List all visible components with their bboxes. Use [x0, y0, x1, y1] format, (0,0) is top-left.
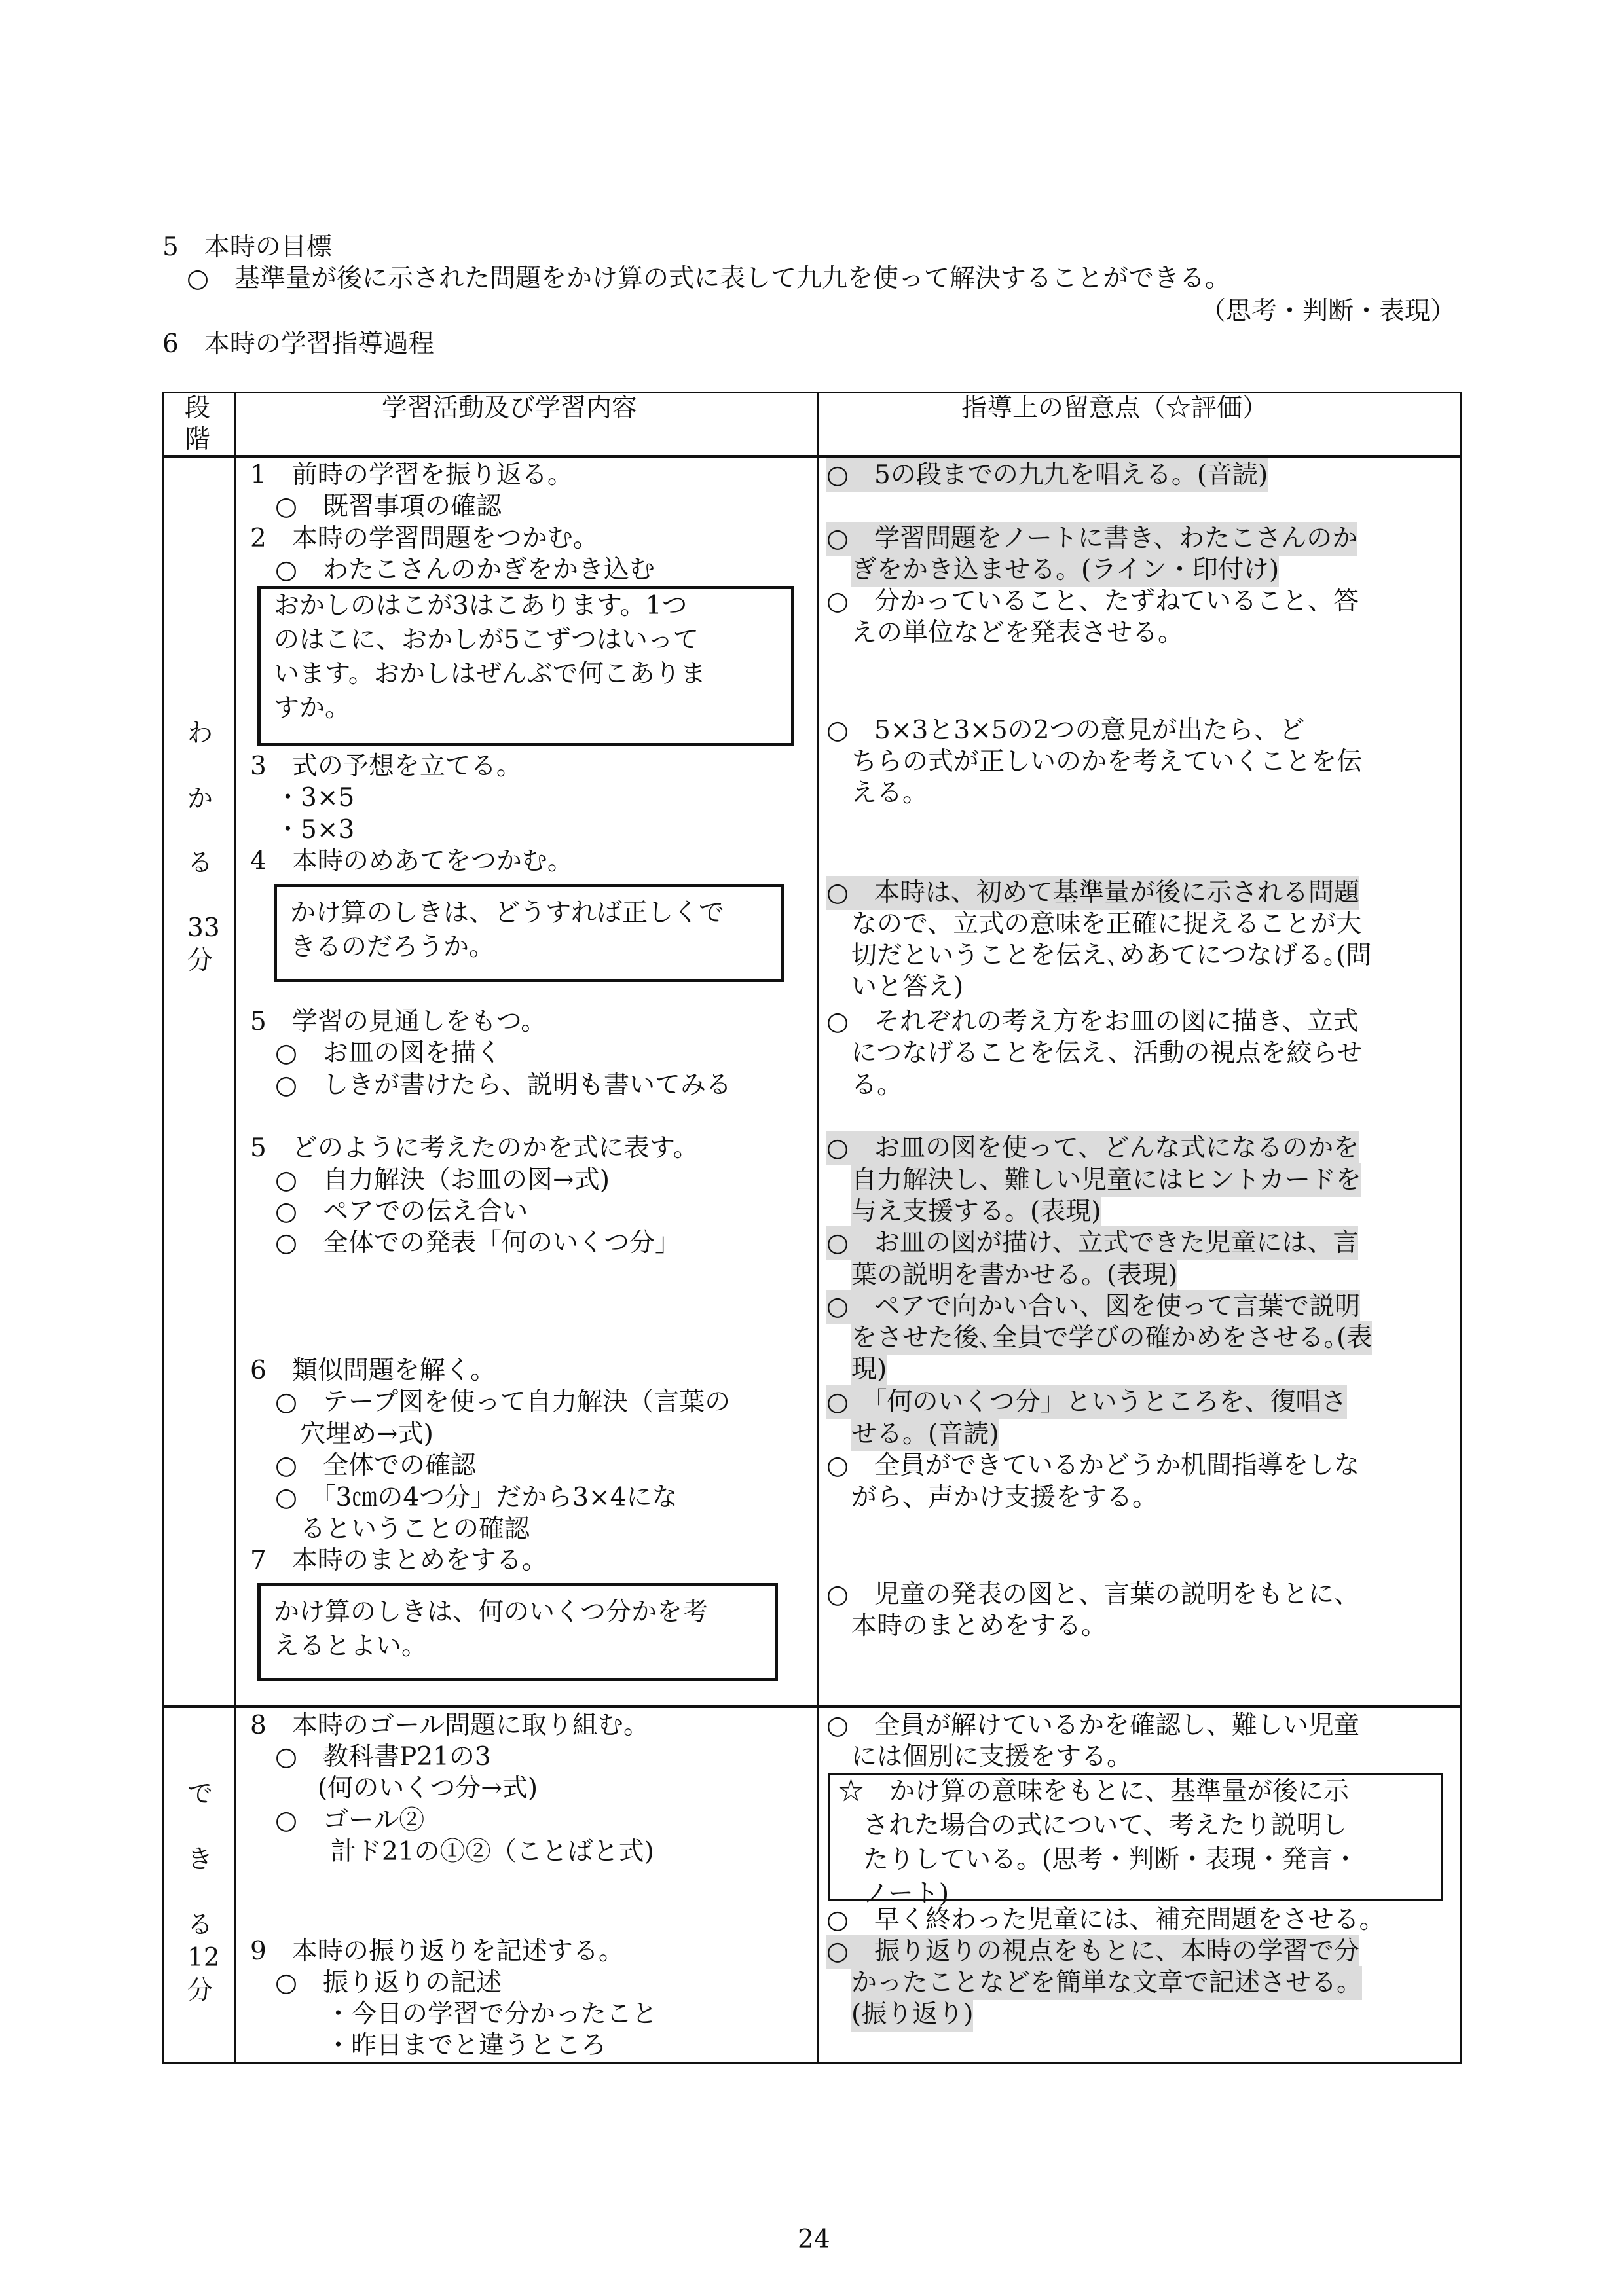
activity-line: 6 類似問題を解く。 [250, 1356, 496, 1385]
problem-line: います。おかしはぜんぶで何こありま [274, 659, 706, 689]
evaluation-line: たりしている。(思考・判断・表現・発言・ [863, 1845, 1359, 1874]
col-divider-activity [817, 392, 819, 2064]
stage2-time-unit: 分 [187, 1976, 213, 2005]
activity-line: ○ 振り返りの記述 [275, 1968, 502, 1997]
activity-line: ・今日の学習で分かったこと [325, 1999, 658, 2029]
goal-eval: （思考・判断・表現） [1200, 297, 1456, 326]
activity-line: るということの確認 [300, 1514, 530, 1544]
activity-line: ○ ペアでの伝え合い [275, 1197, 528, 1226]
activity-line: 2 本時の学習問題をつかむ。 [250, 524, 599, 553]
note-line: えの単位などを発表させる。 [851, 618, 1184, 647]
activity-line: ○ 既習事項の確認 [275, 492, 502, 521]
note-line: ○ 児童の発表の図と、言葉の説明をもとに、 [826, 1580, 1360, 1609]
note-line: ○ 「何のいくつ分」というところを、復唱さ [826, 1385, 1347, 1419]
activity-line: ○ 「3㎝の4つ分」だから3×4にな [275, 1483, 678, 1512]
stage2-label: る [187, 1910, 213, 1940]
note-line: をさせた後､全員で学びの確かめをさせる｡(表 [851, 1321, 1372, 1355]
activity-line: ・5×3 [275, 815, 355, 845]
note-line: ○ 5の段までの九九を唱える。(音読) [826, 458, 1268, 492]
note-line: いと答え) [851, 972, 964, 1002]
note-line: ぎをかき込ませる。(ライン・印付け) [851, 553, 1279, 587]
activity-line: 5 どのように考えたのかを式に表す。 [250, 1133, 699, 1163]
stage1-time-num: 33 [187, 913, 220, 943]
activity-line: (何のいくつ分→式) [318, 1774, 538, 1803]
note-line: がら、声かけ支援をする。 [851, 1483, 1158, 1512]
activity-line: 5 学習の見通しをもつ。 [250, 1007, 547, 1036]
problem-line: おかしのはこが3はこあります。1つ [274, 591, 688, 621]
summary-line: かけ算のしきは、何のいくつ分かを考 [274, 1597, 709, 1627]
activity-line: 計ド21の①②（ことばと式) [331, 1837, 654, 1867]
activity-line: 4 本時のめあてをつかむ。 [250, 847, 573, 876]
note-line: 与え支援する。(表現) [851, 1195, 1101, 1229]
note-line: せる。(音読) [851, 1417, 999, 1451]
goal-heading: 5 本時の目標 [162, 232, 332, 262]
note-line: かったことなどを簡単な文章で記述させる。 [851, 1966, 1362, 2000]
activity-line: ○ 教科書P21の3 [275, 1742, 491, 1772]
problem-line: すか。 [274, 693, 351, 723]
activity-line: 穴埋め→式) [300, 1419, 434, 1449]
problem-box [257, 586, 794, 746]
note-line: ○ 全員ができているかどうか机間指導をしな [826, 1451, 1360, 1480]
stage2-time-num: 12 [187, 1943, 220, 1973]
activity-line: ○ しきが書けたら、説明も書いてみる [275, 1070, 732, 1100]
note-line: 自力解決し、難しい児童にはヒントカードを [851, 1163, 1361, 1197]
note-line: (振り返り) [851, 1997, 973, 2032]
summary-line: えるとよい。 [274, 1631, 428, 1661]
activity-line: ・3×5 [275, 783, 355, 812]
col-divider-stage [234, 392, 236, 2064]
stage1-label: か [187, 784, 213, 814]
evaluation-line: ノート) [863, 1879, 950, 1908]
note-line: る。 [851, 1070, 903, 1100]
note-line: 現) [851, 1353, 887, 1387]
stage-row-divider [162, 1705, 1462, 1708]
note-line: には個別に支援をする。 [851, 1742, 1133, 1772]
note-line: ○ 本時は、初めて基準量が後に示される問題 [826, 876, 1359, 910]
activity-line: 8 本時のゴール問題に取り組む。 [250, 1711, 650, 1740]
note-line: ちらの式が正しいのかを考えていくことを伝 [851, 747, 1363, 776]
header-activity: 学習活動及び学習内容 [382, 393, 638, 423]
evaluation-line: された場合の式について、考えたり説明し [863, 1811, 1348, 1840]
activity-line: 7 本時のまとめをする。 [250, 1546, 547, 1575]
activity-line: ○ ゴール② [275, 1806, 425, 1835]
note-line: 本時のまとめをする。 [851, 1611, 1107, 1641]
note-line: ○ 学習問題をノートに書き、わたこさんのか [826, 522, 1357, 556]
stage1-label: る [187, 848, 213, 878]
activity-line: ○ わたこさんのかぎをかき込む [275, 555, 655, 585]
process-heading: 6 本時の学習指導過程 [162, 329, 434, 359]
aim-line: かけ算のしきは、どうすれば正しくで [290, 898, 725, 928]
activity-line: ・昨日までと違うところ [325, 2031, 607, 2060]
header-stage-line2: 階 [185, 425, 211, 454]
note-line: ○ お皿の図が描け、立式できた児童には、言 [826, 1226, 1358, 1260]
activity-line: 9 本時の振り返りを記述する。 [250, 1937, 624, 1966]
stage2-label: で [187, 1779, 213, 1809]
activity-line: ○ お皿の図を描く [275, 1038, 502, 1068]
page-number: 24 [798, 2225, 830, 2254]
note-line: ○ 5×3と3×5の2つの意見が出たら、ど [826, 716, 1305, 745]
note-line: ○ 分かっていること、たずねていること、答 [826, 587, 1359, 616]
header-stage-line1: 段 [185, 393, 211, 423]
note-line: 切だということを伝え､めあてにつなげる｡(問 [851, 941, 1372, 970]
stage1-time-unit: 分 [187, 946, 213, 975]
note-line: ○ お皿の図を使って、どんな式になるのかを [826, 1131, 1359, 1165]
activity-line: ○ 全体での確認 [275, 1451, 477, 1480]
header-row-divider [162, 455, 1462, 458]
note-line: ○ 振り返りの視点をもとに、本時の学習で分 [826, 1935, 1359, 1969]
activity-line: ○ 全体での発表「何のいくつ分」 [275, 1228, 681, 1258]
note-line: ○ それぞれの考え方をお皿の図に描き、立式 [826, 1007, 1359, 1036]
note-line: ○ ペアで向かい合い、図を使って言葉で説明 [826, 1290, 1360, 1324]
aim-line: きるのだろうか。 [290, 932, 495, 962]
note-line: 葉の説明を書かせる。(表現) [851, 1258, 1177, 1292]
problem-line: のはこに、おかしが5こずつはいって [274, 625, 699, 655]
goal-text: ○ 基準量が後に示された問題をかけ算の式に表して九九を使って解決することができる。 [187, 264, 1231, 293]
stage2-label: き [187, 1845, 213, 1874]
note-line: なので、立式の意味を正確に捉えることが大 [851, 909, 1362, 939]
stage1-label: わ [187, 719, 213, 748]
activity-line: ○ 自力解決（お皿の図→式) [275, 1165, 610, 1195]
aim-box [274, 884, 784, 982]
note-line: につなげることを伝え、活動の視点を絞らせ [851, 1038, 1363, 1068]
note-line: える。 [851, 778, 929, 808]
activity-line: 3 式の予想を立てる。 [250, 752, 522, 781]
note-line: ○ 全員が解けているかを確認し、難しい児童 [826, 1711, 1360, 1740]
activity-line: ○ テープ図を使って自力解決（言葉の [275, 1387, 731, 1417]
header-notes: 指導上の留意点（☆評価） [961, 393, 1268, 423]
evaluation-line: ☆ かけ算の意味をもとに、基準量が後に示 [838, 1777, 1350, 1806]
activity-line: 1 前時の学習を振り返る。 [250, 460, 573, 490]
summary-box [257, 1583, 778, 1681]
evaluation-box [828, 1773, 1443, 1908]
note-line: ○ 早く終わった児童には、補充問題をさせる。 [826, 1905, 1385, 1935]
